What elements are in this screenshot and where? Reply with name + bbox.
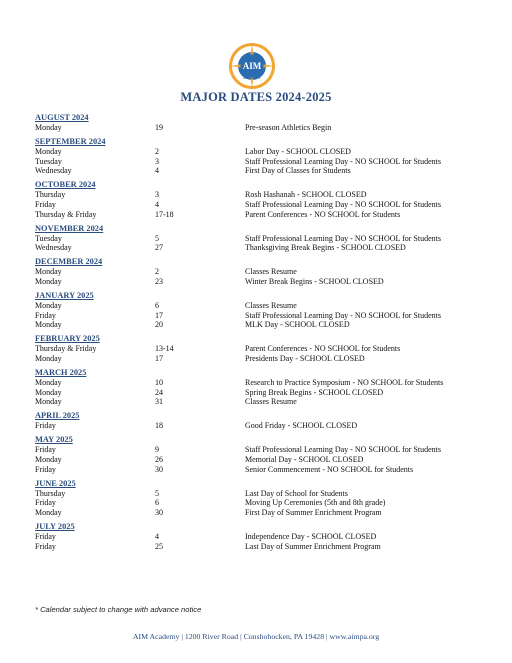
- day-of-week: Thursday: [35, 488, 66, 498]
- date-row: [35, 234, 505, 244]
- event-description: First Day of Summer Enrichment Program: [245, 507, 382, 517]
- event-description: Presidents Day - SCHOOL CLOSED: [245, 353, 365, 363]
- month-section: [35, 180, 505, 219]
- month-heading: FEBRUARY 2025: [35, 334, 100, 344]
- day-of-week: Monday: [35, 507, 62, 517]
- month-section: [35, 411, 505, 431]
- date-number: 4: [155, 166, 159, 176]
- date-number: 23: [155, 276, 163, 286]
- day-of-week: Tuesday: [35, 233, 62, 243]
- date-number: 4: [155, 199, 159, 209]
- date-row: [35, 267, 505, 277]
- date-number: 4: [155, 531, 159, 541]
- event-description: Good Friday - SCHOOL CLOSED: [245, 421, 358, 431]
- event-description: Labor Day - SCHOOL CLOSED: [245, 147, 351, 157]
- day-of-week: Friday: [35, 464, 56, 474]
- day-of-week: Thursday: [35, 190, 66, 200]
- date-row: [35, 200, 505, 210]
- logo-text: AIM: [242, 61, 262, 71]
- day-of-week: Monday: [35, 353, 62, 363]
- date-number: 3: [155, 156, 159, 166]
- day-of-week: Friday: [35, 531, 56, 541]
- date-number: 27: [155, 243, 163, 253]
- calendar-list: [35, 113, 505, 551]
- event-description: Staff Professional Learning Day - NO SCHOOL for Students: [245, 233, 441, 243]
- month-section: [35, 257, 505, 286]
- date-row: [35, 489, 505, 499]
- aim-academy-logo: [227, 41, 277, 91]
- date-row: [35, 455, 505, 465]
- day-of-week: Monday: [35, 276, 62, 286]
- day-of-week: Friday: [35, 199, 56, 209]
- event-description: Last Day of School for Students: [245, 488, 348, 498]
- event-description: Spring Break Begins - SCHOOL CLOSED: [245, 387, 384, 397]
- date-row: [35, 465, 505, 475]
- event-description: Staff Professional Learning Day - NO SCHOOL for Students: [245, 156, 441, 166]
- month-heading: APRIL 2025: [35, 411, 80, 421]
- event-description: Moving Up Ceremonies (5th and 8th grade): [245, 498, 386, 508]
- day-of-week: Wednesday: [35, 166, 72, 176]
- date-row: [35, 344, 505, 354]
- date-number: 2: [155, 267, 159, 277]
- date-row: [35, 508, 505, 518]
- month-heading: JANUARY 2025: [35, 291, 94, 301]
- date-row: [35, 277, 505, 287]
- date-number: 25: [155, 541, 163, 551]
- date-number: 20: [155, 320, 163, 330]
- event-description: Winter Break Begins - SCHOOL CLOSED: [245, 276, 384, 286]
- date-row: [35, 157, 505, 167]
- day-of-week: Monday: [35, 454, 62, 464]
- event-description: Parent Conferences - NO SCHOOL for Students: [245, 209, 401, 219]
- day-of-week: Monday: [35, 387, 62, 397]
- date-number: 19: [155, 123, 163, 132]
- event-description: Research to Practice Symposium - NO SCHOOL for Students: [245, 378, 444, 387]
- event-description: Senior Commencement - NO SCHOOL for Students: [245, 464, 414, 474]
- month-heading: MARCH 2025: [35, 368, 87, 377]
- event-description: Staff Professional Learning Day - NO SCHOOL for Students: [245, 199, 441, 209]
- date-row: [35, 397, 505, 407]
- month-heading: NOVEMBER 2024: [35, 223, 104, 233]
- day-of-week: Tuesday: [35, 156, 62, 166]
- month-section: [35, 224, 505, 253]
- event-description: Rosh Hashanah - SCHOOL CLOSED: [245, 190, 367, 200]
- date-row: [35, 532, 505, 542]
- month-section: [35, 137, 505, 176]
- day-of-week: Friday: [35, 310, 56, 320]
- date-number: 31: [155, 397, 163, 407]
- date-row: [35, 498, 505, 508]
- month-section: [35, 334, 505, 363]
- day-of-week: Monday: [35, 147, 62, 157]
- month-heading: AUGUST 2024: [35, 113, 89, 122]
- date-number: 5: [155, 233, 159, 243]
- page-title: MAJOR DATES 2024-2025: [180, 90, 332, 104]
- footnote: * Calendar subject to change with advance notice: [35, 605, 202, 614]
- event-description: First Day of Classes for Students: [245, 166, 351, 176]
- date-number: 10: [155, 378, 163, 387]
- event-description: Parent Conferences - NO SCHOOL for Students: [245, 344, 401, 354]
- date-number: 17: [155, 353, 163, 363]
- date-row: [35, 320, 505, 330]
- date-row: [35, 301, 505, 311]
- date-number: 6: [155, 301, 159, 311]
- day-of-week: Thursday & Friday: [35, 209, 97, 219]
- day-of-week: Monday: [35, 123, 62, 132]
- month-heading: SEPTEMBER 2024: [35, 137, 106, 147]
- day-of-week: Wednesday: [35, 243, 72, 253]
- date-number: 30: [155, 507, 163, 517]
- event-description: Staff Professional Learning Day - NO SCHOOL for Students: [245, 310, 441, 320]
- event-description: MLK Day - SCHOOL CLOSED: [245, 320, 350, 330]
- date-number: 24: [155, 387, 163, 397]
- event-description: Independence Day - SCHOOL CLOSED: [245, 531, 377, 541]
- date-number: 17-18: [155, 209, 174, 219]
- date-number: 30: [155, 464, 163, 474]
- date-number: 9: [155, 445, 159, 455]
- date-number: 5: [155, 488, 159, 498]
- event-description: Thanksgiving Break Begins - SCHOOL CLOSED: [245, 243, 406, 253]
- date-row: [35, 354, 505, 364]
- month-section: [35, 435, 505, 474]
- date-row: [35, 123, 505, 133]
- event-description: Last Day of Summer Enrichment Program: [245, 541, 381, 551]
- month-section: [35, 113, 505, 133]
- month-section: [35, 291, 505, 330]
- event-description: Classes Resume: [245, 301, 297, 311]
- event-description: Memorial Day - SCHOOL CLOSED: [245, 454, 364, 464]
- date-row: [35, 210, 505, 220]
- date-number: 6: [155, 498, 159, 508]
- month-heading: DECEMBER 2024: [35, 257, 103, 267]
- date-number: 2: [155, 147, 159, 157]
- month-section: [35, 522, 505, 551]
- month-section: [35, 368, 505, 407]
- date-row: [35, 388, 505, 398]
- day-of-week: Friday: [35, 445, 56, 455]
- date-row: [35, 243, 505, 253]
- date-number: 18: [155, 421, 163, 431]
- date-row: [35, 190, 505, 200]
- event-description: Pre-season Athletics Begin: [245, 123, 332, 132]
- footer-address: AIM Academy | 1200 River Road | Conshohocken, PA 19428 | www.aimpa.org: [132, 632, 380, 641]
- day-of-week: Monday: [35, 301, 62, 311]
- logo-subtext: ACADEMY: [243, 76, 261, 80]
- event-description: Classes Resume: [245, 397, 297, 407]
- event-description: Staff Professional Learning Day - NO SCHOOL for Students: [245, 445, 441, 455]
- date-number: 3: [155, 190, 159, 200]
- day-of-week: Monday: [35, 378, 62, 387]
- month-heading: JULY 2025: [35, 521, 75, 531]
- day-of-week: Friday: [35, 541, 56, 551]
- date-row: [35, 311, 505, 321]
- event-description: Classes Resume: [245, 267, 297, 277]
- date-row: [35, 542, 505, 552]
- date-number: 26: [155, 454, 163, 464]
- day-of-week: Monday: [35, 267, 62, 277]
- day-of-week: Friday: [35, 498, 56, 508]
- month-heading: JUNE 2025: [35, 478, 76, 488]
- day-of-week: Monday: [35, 397, 62, 407]
- date-number: 17: [155, 310, 163, 320]
- date-row: [35, 421, 505, 431]
- month-heading: MAY 2025: [35, 435, 73, 445]
- date-number: 13-14: [155, 344, 174, 354]
- day-of-week: Monday: [35, 320, 62, 330]
- month-heading: OCTOBER 2024: [35, 180, 96, 190]
- date-row: [35, 166, 505, 176]
- date-row: [35, 445, 505, 455]
- month-section: [35, 479, 505, 518]
- date-row: [35, 147, 505, 157]
- day-of-week: Friday: [35, 421, 56, 431]
- day-of-week: Thursday & Friday: [35, 344, 97, 354]
- date-row: [35, 378, 505, 388]
